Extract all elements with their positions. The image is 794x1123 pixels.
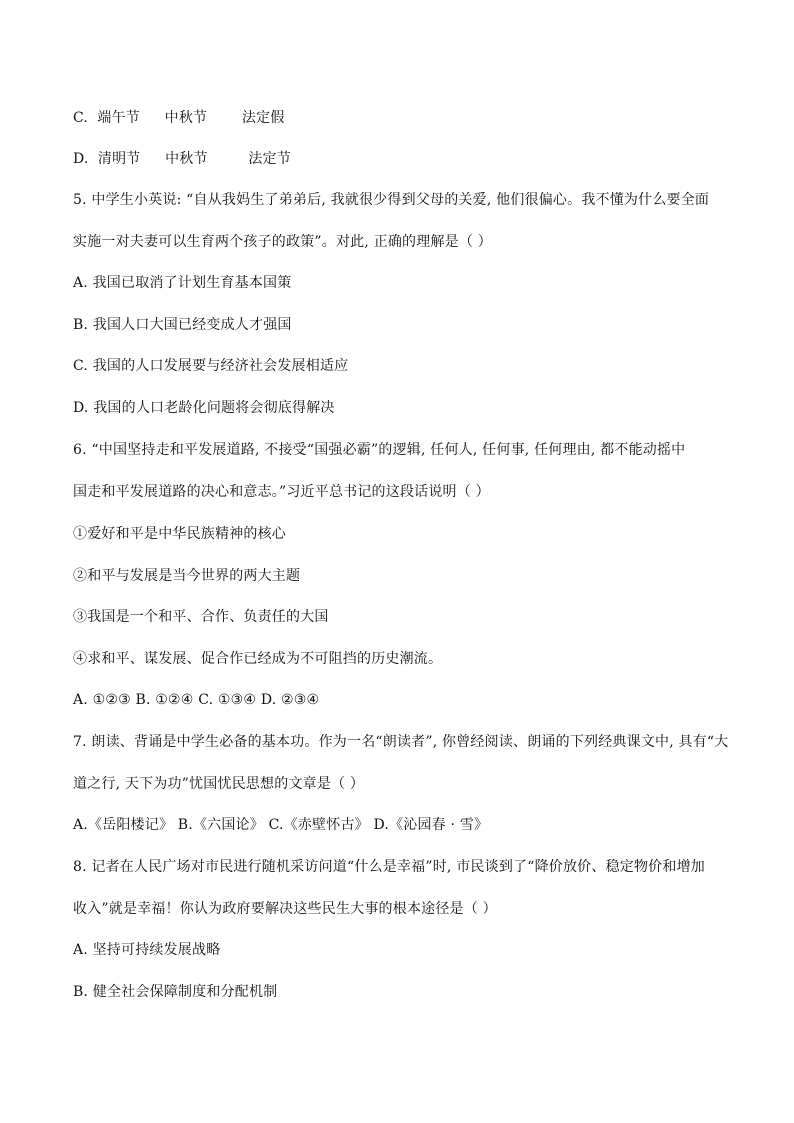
q5-option-d: D. 我国的人口老龄化问题将会彻底得解决 (73, 400, 335, 416)
q8-option-b: B. 健全社会保障制度和分配机制 (73, 984, 278, 1000)
q6-statement-2: ②和平与发展是当今世界的两大主题 (73, 568, 301, 584)
q7-stem-line2: 道之行, 天下为功”忧国忧民思想的文章是（ ） (73, 776, 365, 792)
q6-options: A. ①②③ B. ①②④ C. ①③④ D. ②③④ (73, 692, 320, 708)
q4-option-d (73, 149, 733, 169)
q4-option-d-part1: 清明节 (97, 151, 141, 167)
q8-option-a: A. 坚持可持续发展战略 (73, 942, 221, 958)
q6-statement-4: ④求和平、谋发展、促合作已经成为不可阻挡的历史潮流。 (73, 651, 443, 667)
q6-stem-line2: 国走和平发展道路的决心和意志。”习近平总书记的这段话说明（ ） (73, 484, 490, 500)
q5-stem-line1: 5. 中学生小英说: “自从我妈生了弟弟后, 我就很少得到父母的关爱, 他们很偏心。我不懂为什么要全面 (73, 192, 710, 208)
q7-stem-line1: 7. 朗读、背诵是中学生必备的基本功。作为一名“朗读者”, 你曾经阅读、朗诵的下列经典课文中, 具有“大 (73, 734, 729, 750)
q5-option-b: B. 我国人口大国已经变成人才强国 (73, 317, 292, 333)
q4-option-c-part2: 中秋节 (164, 110, 208, 126)
q5-option-a: A. 我国已取消了计划生育基本国策 (73, 275, 292, 291)
q7-options: A.《岳阳楼记》 B.《六国论》 C.《赤壁怀古》 D.《沁园春 · 雪》 (73, 817, 489, 833)
q5-option-c: C. 我国的人口发展要与经济社会发展相适应 (73, 358, 349, 374)
q4-option-c-label: C. (73, 110, 89, 126)
q4-option-d-part3: 法定节 (248, 151, 292, 167)
q4-option-d-part2: 中秋节 (165, 151, 208, 167)
q6-statement-1: ①爱好和平是中华民族精神的核心 (73, 526, 286, 542)
q5-stem-line2: 实施一对夫妻可以生育两个孩子的政策”。对此, 正确的理解是（ ） (73, 234, 492, 250)
q4-option-d-label: D. (73, 151, 89, 167)
q8-stem-line2: 收入”就是幸福！你认为政府要解决这些民生大事的根本途径是（ ） (73, 901, 497, 917)
q6-statement-3: ③我国是一个和平、合作、负责任的大国 (73, 609, 329, 625)
q6-stem-line1: 6. “中国坚持走和平发展道路, 不接受“国强必霸”的逻辑, 任何人, 任何事, 任何理由, 都不能动摇中 (73, 442, 686, 458)
q4-option-c (73, 108, 733, 128)
q8-stem-line1: 8. 记者在人民广场对市民进行随机采访问道“什么是幸福”时, 市民谈到了“降价放价、稳定物价和增加 (73, 859, 705, 875)
q4-option-c-part1: 端午节 (97, 110, 140, 126)
q4-option-c-part3: 法定假 (241, 110, 285, 126)
